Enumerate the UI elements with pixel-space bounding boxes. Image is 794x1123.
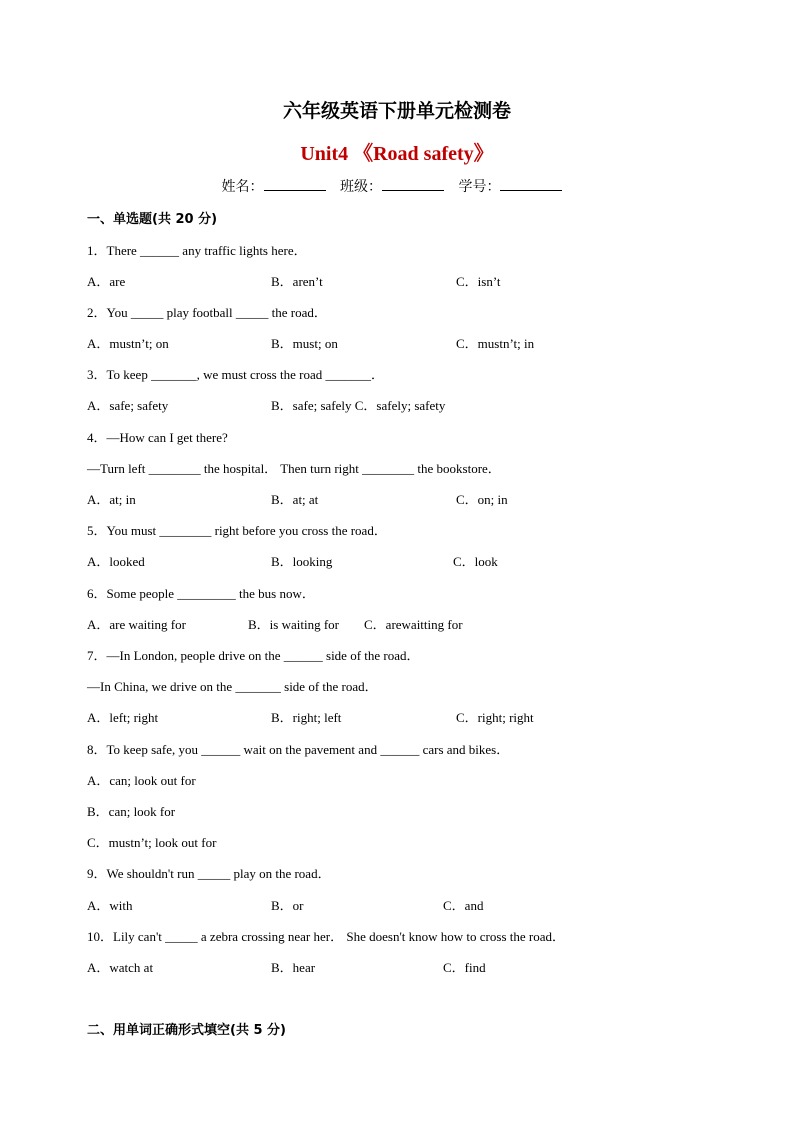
question-9-option-b: B．or — [271, 898, 304, 913]
question-7-stem: 7．—In London, people drive on the ______ side of the road． — [87, 648, 420, 663]
question-8-option-c: C．mustn’t; look out for — [87, 835, 217, 850]
question-1-stem: 1．There ______ any traffic lights here． — [87, 243, 307, 258]
student-info-line — [0, 176, 794, 196]
question-5-option-b: B．looking — [271, 554, 333, 569]
question-3-option-a: A．safe; safety — [87, 398, 169, 413]
question-5-option-a: A．looked — [87, 554, 145, 569]
question-8-option-b: B．can; look for — [87, 804, 176, 819]
question-2-option-a: A．mustn’t; on — [87, 336, 169, 351]
question-10-option-b: B．hear — [271, 960, 316, 975]
question-10-option-c: C．find — [443, 960, 486, 975]
question-3-option-b-c: B．safe; safely C．safely; safety — [271, 398, 446, 413]
question-2-option-b: B．must; on — [271, 336, 338, 351]
question-7-option-c: C．right; right — [456, 710, 534, 725]
unit-subtitle: Unit4 《Road safety》 — [300, 143, 494, 165]
question-6-stem: 6．Some people _________ the bus now． — [87, 586, 315, 601]
question-9-stem: 9．We shouldn't run _____ play on the road． — [87, 866, 331, 881]
question-4-option-a: A．at; in — [87, 492, 136, 507]
question-1-option-b: B．aren’t — [271, 274, 323, 289]
question-7-option-a: A．left; right — [87, 710, 159, 725]
question-6-option-c: C．arewaitting for — [364, 617, 463, 632]
question-4-stem: 4．—How can I get there? — [87, 430, 228, 445]
name-blank[interactable] — [264, 178, 326, 191]
question-1-option-a: A．are — [87, 274, 126, 289]
question-8-option-a: A．can; look out for — [87, 773, 196, 788]
question-2-stem: 2．You _____ play football _____ the road． — [87, 305, 327, 320]
question-9-option-c: C．and — [443, 898, 484, 913]
section-heading-2: 二、用单词正确形式填空(共 5 分) — [87, 1023, 286, 1038]
question-7-option-b: B．right; left — [271, 710, 342, 725]
question-10-stem: 10．Lily can't _____ a zebra crossing near her． She doesn't know how to cross the road． — [87, 929, 565, 944]
question-6-option-a: A．are waiting for — [87, 617, 186, 632]
class-label: 班级： — [340, 179, 382, 195]
question-8-stem: 8．To keep safe, you ______ wait on the pavement and ______ cars and bikes． — [87, 742, 510, 757]
question-2-option-c: C．mustn’t; in — [456, 336, 535, 351]
id-blank[interactable] — [500, 178, 562, 191]
section-heading-1: 一、单选题(共 20 分) — [87, 212, 218, 227]
question-4-stem-reply: —Turn left ________ the hospital． Then turn right ________ the bookstore． — [87, 461, 501, 476]
question-4-option-b: B．at; at — [271, 492, 319, 507]
question-1-option-c: C．isn’t — [456, 274, 501, 289]
question-5-stem: 5．You must ________ right before you cross the road． — [87, 523, 387, 538]
question-9-option-a: A．with — [87, 898, 133, 913]
id-label: 学号： — [458, 179, 501, 195]
question-4-option-c: C．on; in — [456, 492, 508, 507]
question-6-option-b: B．is waiting for — [248, 617, 339, 632]
question-7-stem-reply: —In China, we drive on the _______ side of the road． — [87, 679, 378, 694]
class-blank[interactable] — [382, 178, 444, 191]
page-title: 六年级英语下册单元检测卷 — [282, 100, 511, 122]
question-3-stem: 3．To keep _______, we must cross the road _______． — [87, 367, 384, 382]
question-10-option-a: A．watch at — [87, 960, 154, 975]
name-label: 姓名： — [221, 179, 264, 195]
question-5-option-c: C．look — [453, 554, 498, 569]
